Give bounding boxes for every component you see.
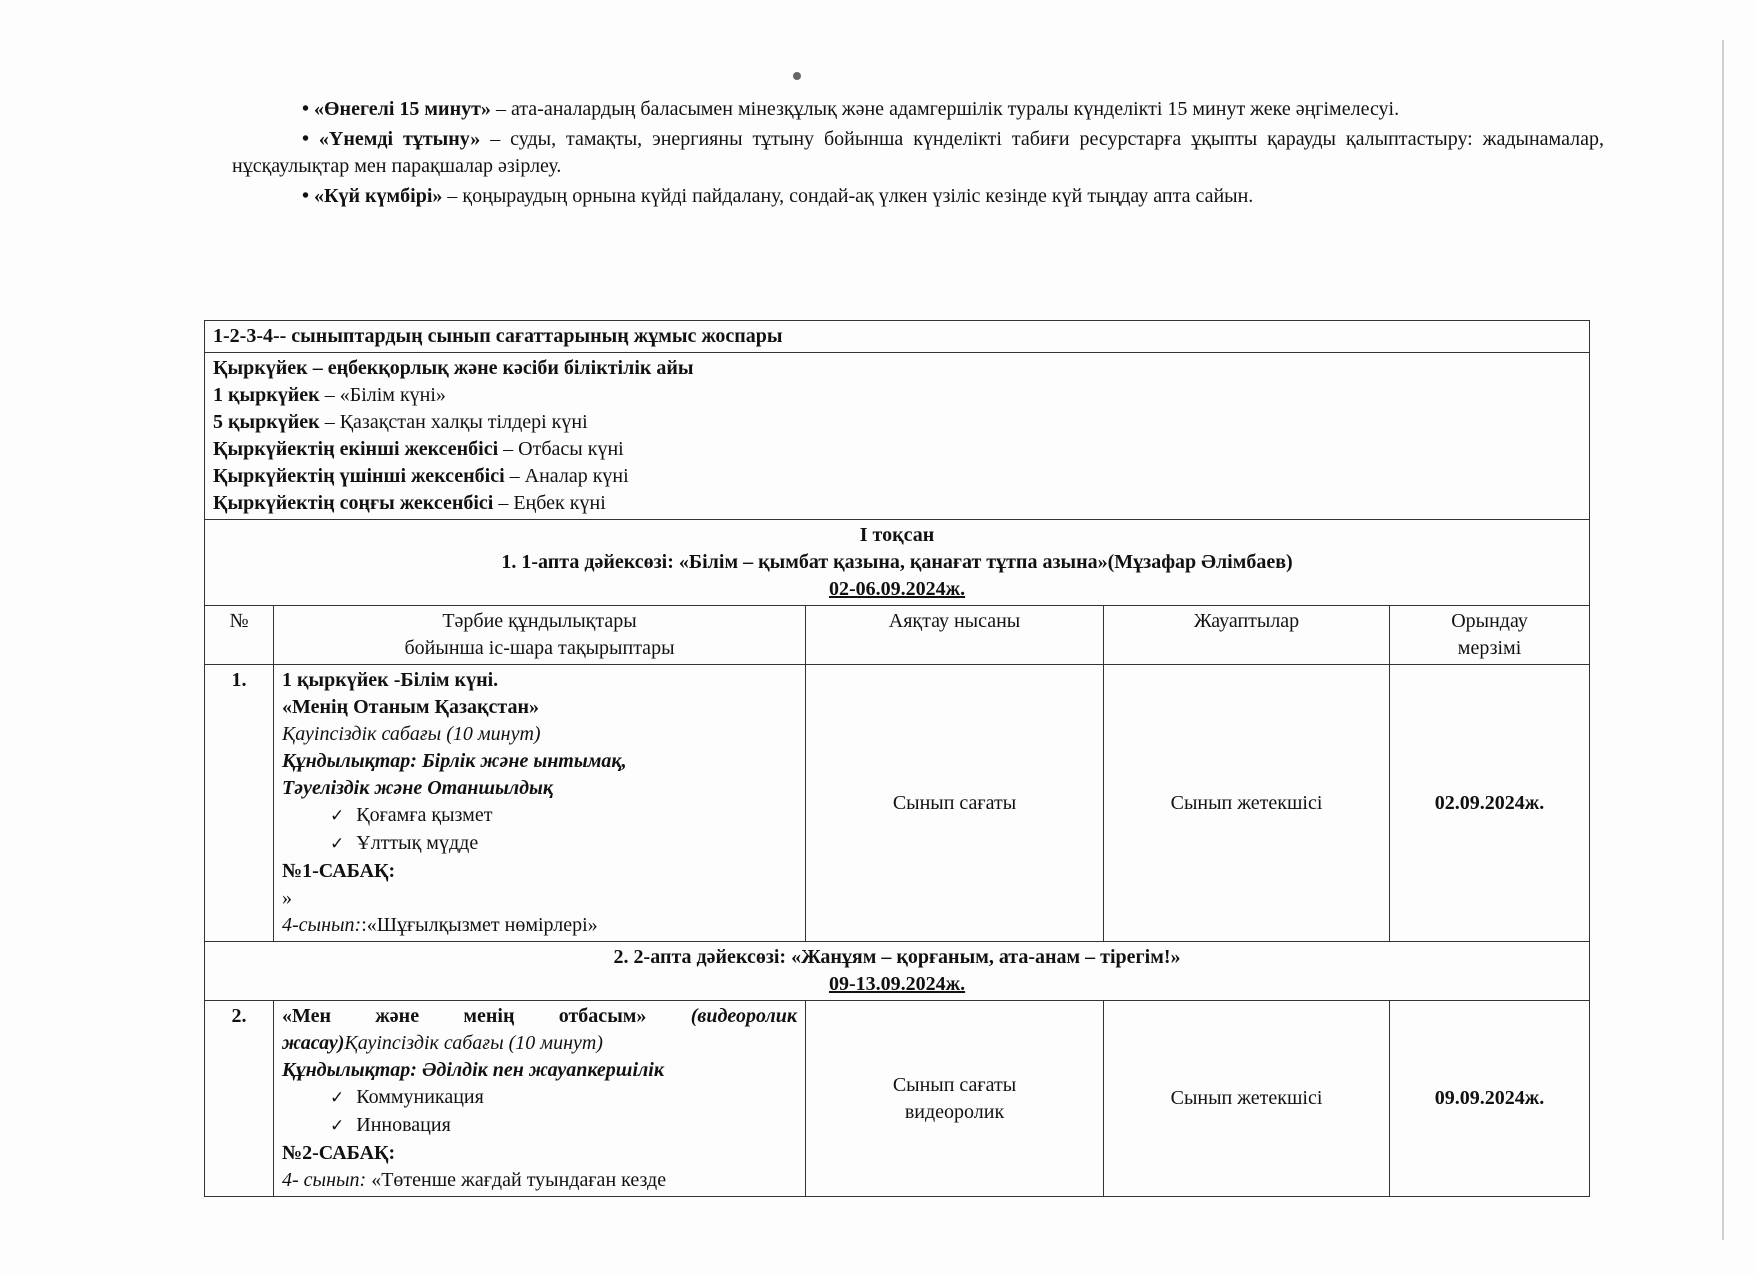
week2-dates: 09-13.09.2024ж. — [828, 973, 966, 995]
date-item: Қыркүйектің соңғы жексенбісі – Еңбек күні — [213, 492, 606, 514]
row-topic: 1 қыркүйек -Білім күні. «Менің Отаным Қазақстан» Қауіпсіздік сабағы (10 минут) Құндылықтар: Бірлік және ынтымақ, Тәуелiздік және Отаншылдық ✓ Қоғамға қызмет ✓ Ұлттық мүдде №1-САБАҚ: » 4-сынып::«Шұғылқызмет нөмірлері» — [274, 665, 806, 942]
quarter-title: I тоқсан — [859, 524, 935, 546]
row-deadline: 02.09.2024ж. — [1390, 665, 1590, 942]
month-info — [205, 353, 1590, 520]
header-form: Аяқтау нысаны — [806, 606, 1104, 665]
date-item: Қыркүйектің екінші жексенбісі – Отбасы күні — [213, 438, 624, 460]
week1-header — [205, 520, 1590, 606]
month-row — [205, 353, 1590, 520]
check-icon: ✓ Ұлттық мүдде — [282, 830, 797, 858]
row-num: 1. — [205, 665, 274, 942]
intro-paragraph: • «Күй күмбірі» – қоңыраудың орнына күйді пайдалану, сондай-ақ үлкен үзіліс кезінде күй тыңдау апта сайын. — [302, 185, 1254, 207]
date-item: Қыркүйектің үшінші жексенбісі – Аналар күні — [213, 465, 629, 487]
week2-row — [205, 942, 1590, 1001]
week2-header — [205, 942, 1590, 1001]
scan-dot — [793, 72, 801, 80]
week1-row — [205, 520, 1590, 606]
row-num: 2. — [205, 1001, 274, 1197]
row-responsible: Сынып жетекшісі — [1104, 1001, 1390, 1197]
header-responsible: Жауаптылар — [1104, 606, 1390, 665]
table-row — [205, 1001, 1590, 1197]
date-item: 1 қыркүйек – «Білім күні» — [213, 384, 446, 406]
intro-text — [232, 96, 1604, 213]
week2-motto: 2. 2-апта дәйексөзі: «Жанұям – қорғаным, ата-анам – тірегім!» — [613, 946, 1181, 968]
intro-paragraph: • «Өнегелі 15 минут» – ата-аналардың баласымен мінезқұлық және адамгершілік туралы күнделікті 15 минут жеке әңгімелесуі. — [302, 98, 1400, 120]
intro-paragraph: • «Үнемді тұтыну» – суды, тамақты, энергияны тұтыну бойынша күнделікті табиғи ресурстарға ұқыпты қарауды қалыптастыру: жадынамалар, нұсқаулықтар мен парақшалар әзірлеу. — [232, 128, 1604, 177]
table-title-row — [205, 321, 1590, 353]
check-icon: ✓ Қоғамға қызмет — [282, 802, 797, 830]
check-icon: ✓ Инновация — [282, 1112, 797, 1140]
week1-dates: 02-06.09.2024ж. — [828, 578, 966, 600]
row-topic: «Мен және менің отбасым» (видеоролик жасау)Қауіпсіздік сабағы (10 минут) Құндылықтар: Әділдік пен жауапкершілік ✓ Коммуникация ✓ Инновация №2-САБАҚ: 4- сынып: «Төтенше жағдай туындаған кезде — [274, 1001, 806, 1197]
header-deadline: Орындау мерзімі — [1390, 606, 1590, 665]
table-title: 1-2-3-4-- сыныптардың сынып сағаттарының жұмыс жоспары — [205, 321, 1590, 353]
row-deadline: 09.09.2024ж. — [1390, 1001, 1590, 1197]
header-topic: Тәрбие құндылықтары бойынша іс-шара тақырыптары — [274, 606, 806, 665]
table-row — [205, 665, 1590, 942]
column-header-row — [205, 606, 1590, 665]
check-icon: ✓ Коммуникация — [282, 1084, 797, 1112]
class-hours-plan-table — [204, 320, 1590, 1197]
row-responsible: Сынып жетекшісі — [1104, 665, 1390, 942]
week1-motto: 1. 1-апта дәйексөзі: «Білім – қымбат қазына, қанағат тұтпа азына»(Мұзафар Әлімбаев) — [501, 551, 1293, 573]
month-title: Қыркүйек – еңбекқорлық және кәсіби біліктілік айы — [213, 357, 694, 379]
scan-edge — [1722, 40, 1724, 1240]
header-num: № — [205, 606, 274, 665]
row-form: Сынып сағаты видеоролик — [806, 1001, 1104, 1197]
date-item: 5 қыркүйек – Қазақстан халқы тілдері күні — [213, 411, 588, 433]
row-form: Сынып сағаты — [806, 665, 1104, 942]
